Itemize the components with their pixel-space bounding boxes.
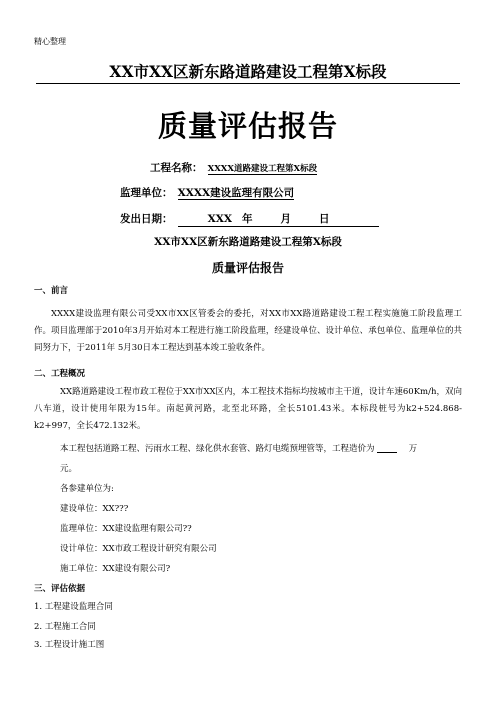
project-name-value: XXXX道路建设工程第X标段	[207, 164, 318, 174]
title-divider	[36, 83, 460, 84]
project-name-label: 工程名称：	[150, 162, 203, 174]
party-supervision: 监理单位：XX建设监理有限公司??	[60, 524, 192, 534]
subtitle: XX市XX区新东路道路建设工程第X标段	[154, 236, 342, 248]
party-design: 设计单位：XX市政工程设计研究有限公司	[60, 544, 217, 554]
supervisor-value: XXXX建设监理有限公司	[177, 187, 295, 199]
project-title: XX市XX区新东路道路建设工程第X标段	[109, 62, 387, 81]
report-title: 质量评估报告	[157, 109, 338, 143]
intro-paragraph: XXXX建设监理有限公司受XX市XX区管委会的委托，对XX市XX路道路建设工程工程实施施工阶段监理工作。项目监理部于2010年3月开始对本工程进行施工阶段监理，经建设单位、设计单位、承包单位、监理单位的共同努力下，于2011年 5月30日本工程达到基本竣工验收条件。	[34, 309, 462, 353]
date-year-label: 年	[242, 213, 253, 225]
party-contractor: 施工单位：XX建设有限公司?	[60, 564, 171, 574]
section-overview-heading: 二、工程概况	[34, 369, 86, 379]
subtitle-report: 质量评估报告	[211, 261, 284, 275]
issue-date-field	[178, 211, 379, 227]
scope-line	[60, 442, 417, 454]
scope-unit: 万	[408, 444, 418, 454]
basis-item: 2. 工程施工合同	[34, 622, 96, 632]
issue-date-row	[120, 207, 379, 227]
overview-paragraph: XX路道路建设工程市政工程位于XX市XX区内，本工程技术指标均按城市主干道，设计车速60Km/h，双向八车道，设计使用年限为15年。南起黄河路，北至北环路，全长5101.43米。本标段桩号为k2+524.868-k2+997，全长472.132米。	[34, 387, 462, 431]
supervisor-row	[120, 181, 294, 200]
supervisor-label: 监理单位：	[120, 187, 173, 199]
cost-blank	[377, 443, 397, 453]
date-year-value: XXX	[207, 213, 233, 225]
scope-text: 本工程包括道路工程、污雨水工程、绿化供水套管、路灯电缆预埋管等，工程造价为	[60, 444, 375, 454]
project-name-row	[150, 156, 317, 175]
section-intro-heading: 一、前言	[34, 286, 69, 296]
parties-intro: 各参建单位为:	[60, 484, 114, 494]
date-month-label: 月	[280, 213, 292, 225]
section-basis-heading: 三、评估依据	[34, 584, 86, 594]
basis-item: 1. 工程建设监理合同	[34, 602, 113, 612]
basis-item: 3. 工程设计施工图	[34, 640, 105, 650]
scope-tail: 元。	[60, 464, 78, 474]
party-construction: 建设单位：XX???	[60, 504, 129, 514]
header-note: 精心整理	[34, 37, 66, 46]
date-day-label: 日	[319, 213, 330, 225]
issue-date-label: 发出日期：	[120, 213, 173, 225]
